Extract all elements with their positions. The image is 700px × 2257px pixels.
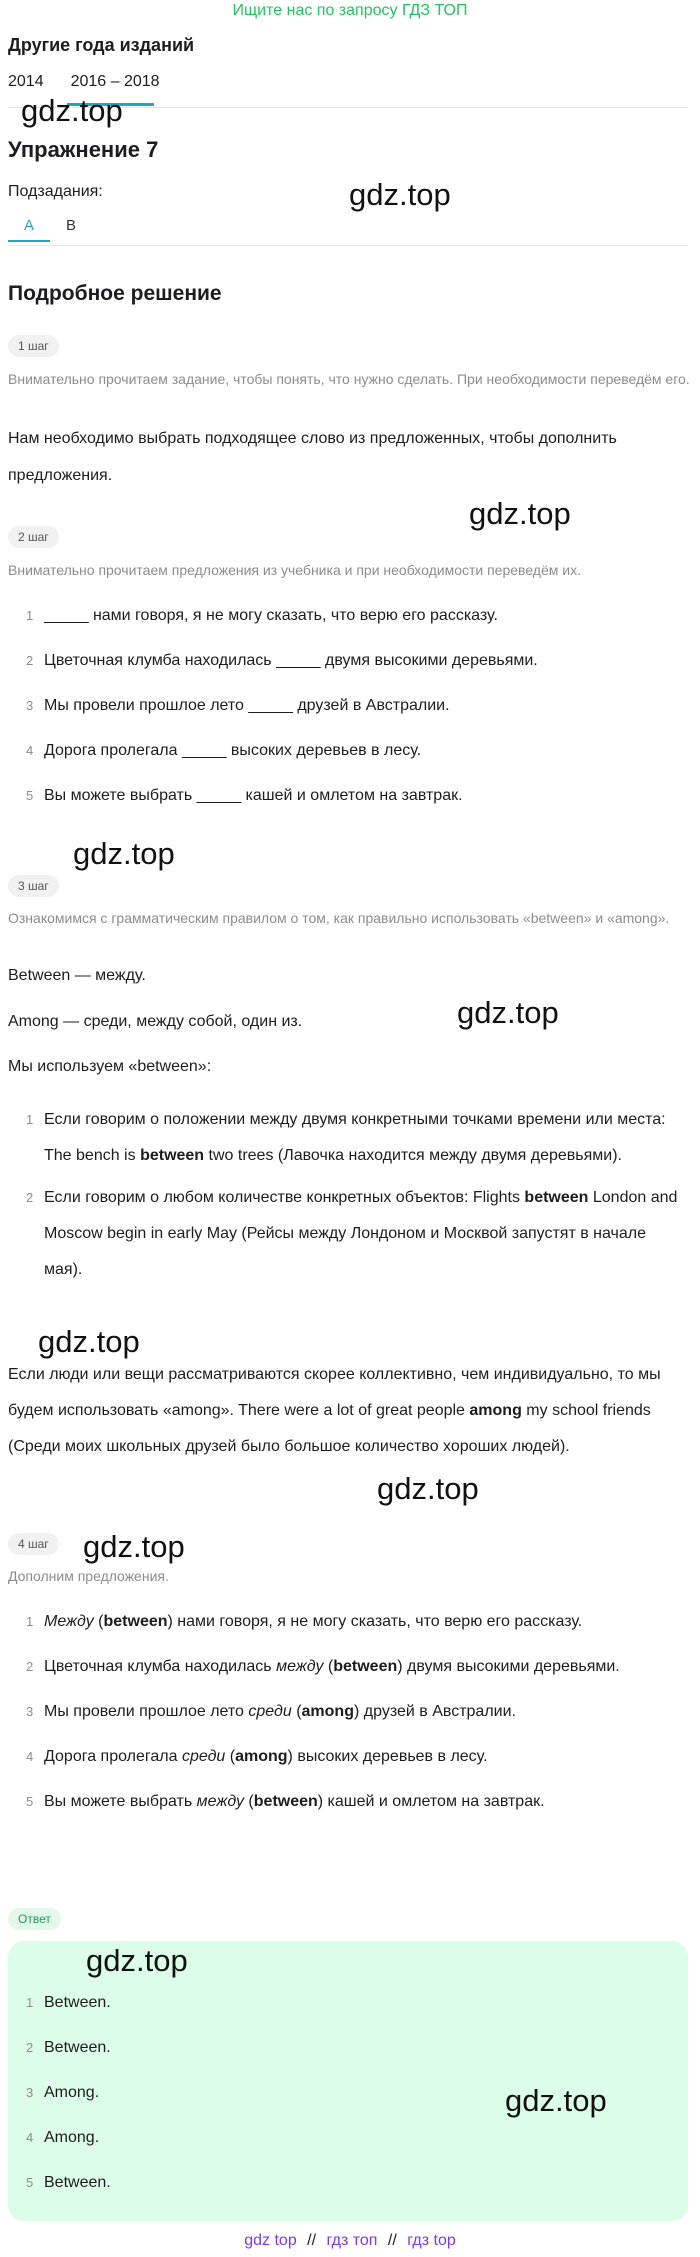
footer-link[interactable]: гдз top bbox=[407, 2232, 456, 2249]
year-2014-link[interactable]: 2014 bbox=[8, 73, 44, 90]
use-between-label: Мы используем «between»: bbox=[8, 1058, 212, 1075]
watermark: gdz.top bbox=[83, 1529, 185, 1564]
list-item: 1 Между (between) нами говоря, я не могу сказать, что верю его рассказу. bbox=[26, 1613, 583, 1630]
list-item: 3 Among. bbox=[26, 2084, 100, 2101]
footer-links bbox=[0, 2232, 700, 2250]
step-4-badge: 4 шаг bbox=[8, 1533, 59, 1555]
between-rules bbox=[8, 1102, 678, 1288]
list-item: 5 Вы можете выбрать между (between) кашей и омлетом на завтрак. bbox=[26, 1793, 545, 1810]
footer-separator: // bbox=[307, 2232, 317, 2249]
watermark: gdz.top bbox=[38, 1324, 140, 1359]
step-3-badge: 3 шаг bbox=[8, 875, 59, 897]
step-3-hint: Ознакомимся с грамматическим правилом о том, как правильно использовать «between» и «among». bbox=[8, 910, 670, 926]
list-item: 1 Between. bbox=[26, 1994, 111, 2011]
search-banner[interactable]: Ищите нас по запросу ГДЗ ТОП bbox=[232, 2, 468, 19]
list-item: 1 Если говорим о положении между двумя конкретными точками времени или места: The bench is between two trees (Лавочка находится между двумя деревьями). bbox=[26, 1111, 666, 1164]
list-item: 1 _____ нами говоря, я не могу сказать, что верю его рассказу. bbox=[26, 607, 498, 624]
watermark: gdz.top bbox=[457, 995, 559, 1030]
step-2-hint: Внимательно прочитаем предложения из учебника и при необходимости переведём их. bbox=[8, 562, 581, 578]
answer-badge: Ответ bbox=[8, 1908, 61, 1930]
year-2016-2018-link[interactable]: 2016 – 2018 bbox=[70, 73, 160, 90]
footer-separator: // bbox=[387, 2232, 397, 2249]
step-2-badge: 2 шаг bbox=[8, 526, 59, 548]
watermark: gdz.top bbox=[349, 177, 451, 212]
step-1-text: Нам необходимо выбрать подходящее слово из предложенных, чтобы дополнить предложения. bbox=[8, 430, 617, 484]
watermark: gdz.top bbox=[469, 496, 571, 531]
list-item: 2 Цветочная клумба находилась _____ двумя высокими деревьями. bbox=[26, 652, 538, 669]
subtask-tabs bbox=[8, 210, 92, 242]
list-item: 3 Мы провели прошлое лето среди (among) друзей в Австралии. bbox=[26, 1703, 516, 1720]
list-item: 2 Цветочная клумба находилась между (between) двумя высокими деревьями. bbox=[26, 1658, 620, 1675]
list-item: 3 Мы провели прошлое лето _____ друзей в Австралии. bbox=[26, 697, 450, 714]
list-item: 4 Дорога пролегала среди (among) высоких деревьев в лесу. bbox=[26, 1748, 488, 1765]
among-definition: Among — среди, между собой, один из. bbox=[8, 1013, 303, 1030]
list-item: 5 Between. bbox=[26, 2174, 111, 2191]
tab-b[interactable]: В bbox=[65, 217, 76, 234]
solution-title: Подробное решение bbox=[8, 282, 222, 305]
list-item: 5 Вы можете выбрать _____ кашей и омлетом на завтрак. bbox=[26, 787, 463, 804]
between-definition: Between — между. bbox=[8, 967, 146, 984]
years-list bbox=[8, 73, 160, 91]
watermark: gdz.top bbox=[73, 836, 175, 871]
list-item: 4 Дорога пролегала _____ высоких деревьев в лесу. bbox=[26, 742, 422, 759]
among-rule: Если люди или вещи рассматриваются скорее коллективно, чем индивидуально, то мы будем использовать «among». There were a lot of great people among my school friends (Среди моих школьных друзей было большое количество хороших людей). bbox=[8, 1366, 661, 1455]
step-1-hint: Внимательно прочитаем задание, чтобы понять, что нужно сделать. При необходимости переведём его. bbox=[8, 371, 690, 387]
subtasks-label: Подзадания: bbox=[8, 183, 103, 200]
footer-link[interactable]: гдз топ bbox=[326, 2232, 378, 2249]
exercise-title: Упражнение 7 bbox=[8, 137, 159, 162]
watermark: gdz.top bbox=[86, 1943, 188, 1978]
step-4-hint: Дополним предложения. bbox=[8, 1568, 169, 1584]
divider bbox=[8, 245, 688, 246]
step-1-badge: 1 шаг bbox=[8, 335, 59, 357]
step-2-sentences bbox=[8, 598, 692, 814]
watermark: gdz.top bbox=[21, 93, 123, 128]
step-4-sentences bbox=[8, 1604, 692, 1820]
footer-link[interactable]: gdz top bbox=[244, 2232, 297, 2249]
watermark: gdz.top bbox=[377, 1471, 479, 1506]
tab-a[interactable]: А bbox=[8, 210, 50, 242]
list-item: 2 Если говорим о любом количестве конкретных объектов: Flights between London and Moscow begin in early May (Рейсы между Лондоном и Москвой запустят в начале мая). bbox=[26, 1189, 678, 1278]
watermark: gdz.top bbox=[505, 2083, 607, 2118]
other-years-title: Другие года изданий bbox=[8, 35, 195, 55]
list-item: 4 Among. bbox=[26, 2129, 100, 2146]
list-item: 2 Between. bbox=[26, 2039, 111, 2056]
